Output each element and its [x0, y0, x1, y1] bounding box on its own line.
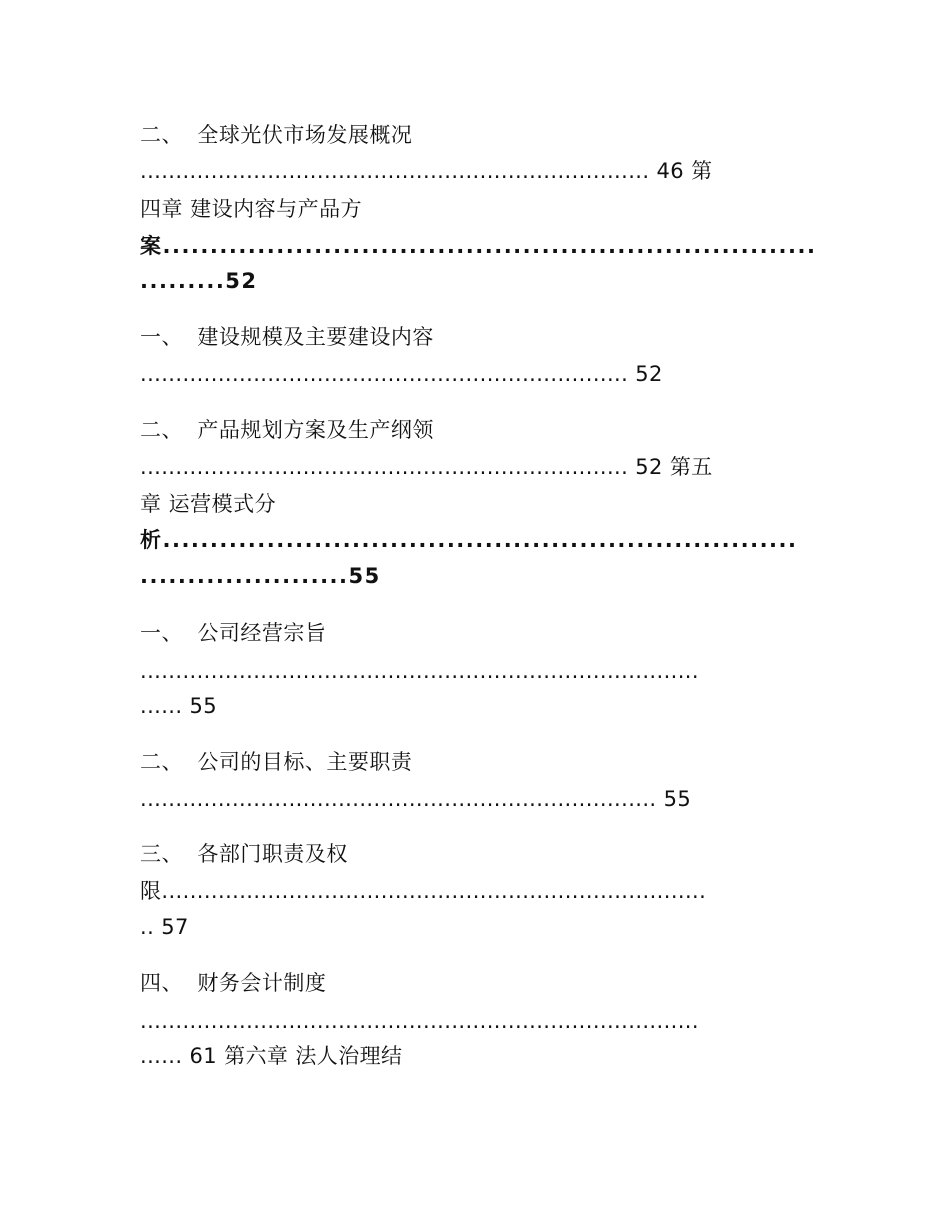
toc-entry-heading: 三、 各部门职责及权	[140, 842, 348, 866]
toc-leader-line: ......................................................................... 55	[140, 787, 692, 811]
toc-leader-line: ........................................................................ 46 第	[140, 159, 713, 183]
toc-entry-heading: 二、 全球光伏市场发展概况	[140, 123, 413, 147]
toc-page-number-line: ...... 55	[140, 694, 218, 718]
toc-chapter-leader: 析...................................................................	[140, 528, 798, 552]
toc-chapter-heading: 章 运营模式分	[140, 492, 277, 516]
toc-chapter-page: ......................55	[140, 564, 381, 588]
toc-page-number-line: ...... 61 第六章 法人治理结	[140, 1044, 403, 1068]
toc-leader-line: 限.............................................................................	[140, 879, 707, 903]
toc-entry-heading: 一、 建设规模及主要建设内容	[140, 325, 434, 349]
toc-entry-heading: 二、 产品规划方案及生产纲领	[140, 418, 434, 442]
toc-chapter-page: .........52	[140, 269, 258, 293]
toc-leader-line: ..................................................................... 52	[140, 362, 663, 386]
toc-chapter-heading: 四章 建设内容与产品方	[140, 197, 363, 221]
toc-leader-line: ...............................................................................	[140, 1009, 699, 1033]
toc-leader-line: ...............................................................................	[140, 659, 699, 683]
toc-leader-line: ..................................................................... 52 第五	[140, 455, 713, 479]
toc-entry-heading: 一、 公司经营宗旨	[140, 621, 327, 645]
toc-entry-heading: 四、 财务会计制度	[140, 971, 327, 995]
toc-chapter-leader: 案.....................................................................	[140, 234, 817, 258]
toc-page-number-line: .. 57	[140, 915, 189, 939]
toc-entry-heading: 二、 公司的目标、主要职责	[140, 750, 413, 774]
